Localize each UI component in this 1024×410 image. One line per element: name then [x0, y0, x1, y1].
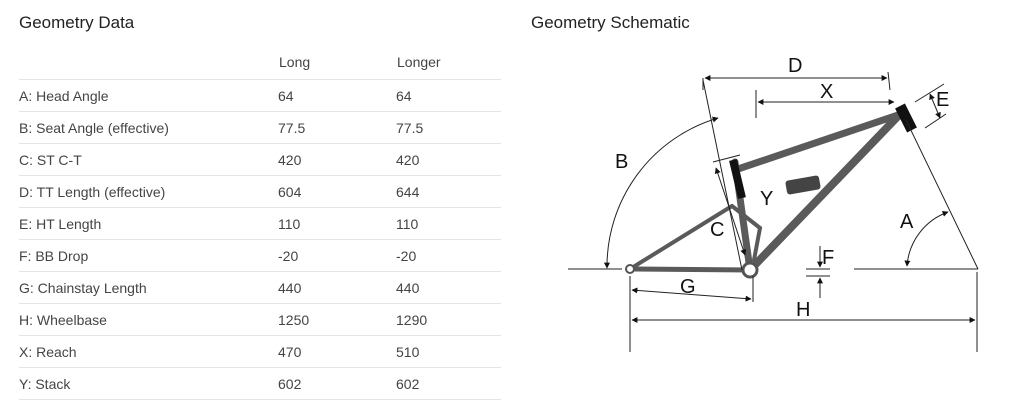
row-long-value: 470	[278, 336, 396, 368]
head-tube	[900, 106, 912, 130]
label-g: G	[680, 276, 696, 298]
geometry-schematic-diagram	[560, 50, 990, 355]
row-label: H: Wheelbase	[19, 304, 278, 336]
label-d: D	[788, 55, 803, 77]
rear-axle	[626, 265, 634, 273]
label-a: A	[900, 211, 914, 233]
row-long-value: 110	[278, 208, 396, 240]
column-header-label	[19, 45, 278, 80]
row-longer-value: 64	[396, 80, 501, 112]
row-label: F: BB Drop	[19, 240, 278, 272]
dimension-tick	[925, 114, 946, 128]
table-row	[19, 240, 501, 272]
row-label: C: ST C-T	[19, 144, 278, 176]
table-row	[19, 144, 501, 176]
row-longer-value: -20	[396, 240, 501, 272]
geometry-table	[19, 45, 501, 400]
label-e: E	[936, 89, 950, 111]
row-label: X: Reach	[19, 336, 278, 368]
label-h: H	[796, 299, 811, 321]
row-label: A: Head Angle	[19, 80, 278, 112]
row-label: G: Chainstay Length	[19, 272, 278, 304]
row-label: D: TT Length (effective)	[19, 176, 278, 208]
row-long-value: 1250	[278, 304, 396, 336]
chainstay	[630, 269, 750, 270]
row-longer-value: 644	[396, 176, 501, 208]
column-header-longer: Longer	[397, 54, 441, 70]
row-long-value: 420	[278, 144, 396, 176]
geometry-data-title: Geometry Data	[19, 13, 135, 32]
row-long-value: -20	[278, 240, 396, 272]
row-long-value: 440	[278, 272, 396, 304]
table-row	[19, 336, 501, 368]
table-row	[19, 208, 501, 240]
table-row	[19, 80, 501, 112]
seat-angle-arc	[607, 118, 718, 268]
row-label: B: Seat Angle (effective)	[19, 112, 278, 144]
row-long-value: 604	[278, 176, 396, 208]
table-row	[19, 304, 501, 336]
row-long-value: 602	[278, 368, 396, 400]
column-header-long: Long	[279, 54, 311, 70]
bottom-bracket	[743, 263, 757, 277]
row-longer-value: 77.5	[396, 112, 501, 144]
table-row	[19, 368, 501, 400]
label-x: X	[820, 81, 834, 103]
rear-shock	[785, 175, 821, 195]
row-longer-value: 602	[396, 368, 501, 400]
row-long-value: 77.5	[278, 112, 396, 144]
label-y: Y	[760, 188, 774, 210]
row-long-value: 64	[278, 80, 396, 112]
steering-axis-line	[906, 120, 978, 269]
table-row	[19, 176, 501, 208]
label-c: C	[710, 219, 725, 241]
geometry-schematic-title: Geometry Schematic	[531, 13, 690, 32]
table-row	[19, 272, 501, 304]
row-longer-value: 510	[396, 336, 501, 368]
row-longer-value: 110	[396, 208, 501, 240]
label-b: B	[615, 151, 629, 173]
row-label: E: HT Length	[19, 208, 278, 240]
row-label: Y: Stack	[19, 368, 278, 400]
row-longer-value: 1290	[396, 304, 501, 336]
table-row	[19, 112, 501, 144]
table-header-row	[19, 45, 501, 80]
dimension-tick	[888, 72, 890, 90]
row-longer-value: 420	[396, 144, 501, 176]
row-longer-value: 440	[396, 272, 501, 304]
label-f: F	[822, 247, 835, 269]
